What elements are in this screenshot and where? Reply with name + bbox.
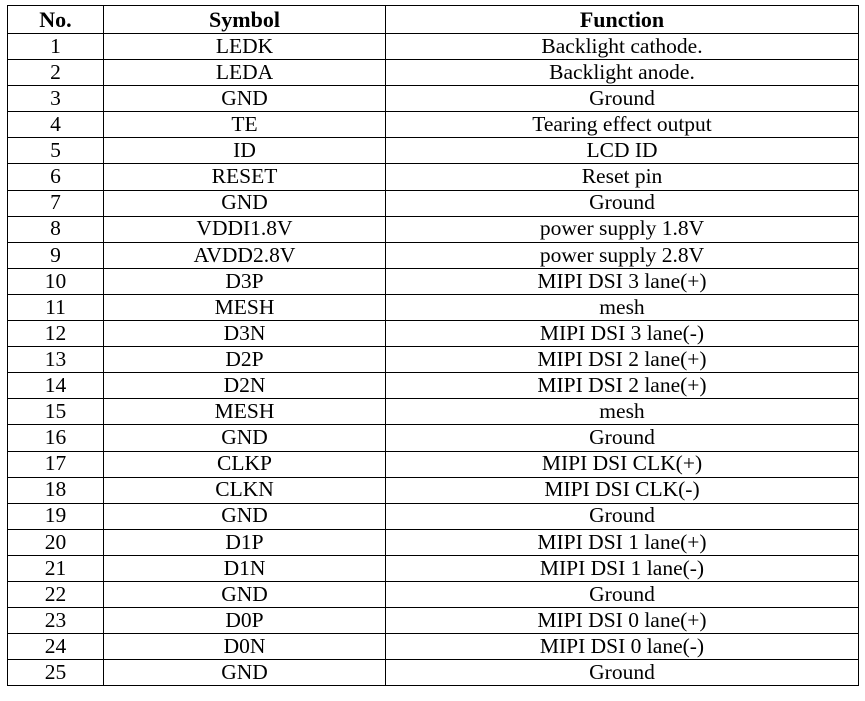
- pin-number-cell: 2: [8, 60, 104, 86]
- pin-function-cell: mesh: [386, 399, 859, 425]
- pin-number-cell: 13: [8, 347, 104, 373]
- pin-symbol-cell: MESH: [104, 294, 386, 320]
- header-symbol: Symbol: [104, 6, 386, 34]
- table-row: [8, 425, 859, 451]
- pin-function-cell: MIPI DSI 3 lane(+): [386, 268, 859, 294]
- pin-symbol-cell: CLKP: [104, 451, 386, 477]
- pin-symbol-cell: D0P: [104, 608, 386, 634]
- table-row: [8, 34, 859, 60]
- table-row: [8, 608, 859, 634]
- pin-function-cell: Ground: [386, 581, 859, 607]
- table-row: [8, 660, 859, 686]
- pin-number-cell: 25: [8, 660, 104, 686]
- table-row: [8, 242, 859, 268]
- pin-symbol-cell: GND: [104, 86, 386, 112]
- pin-function-cell: Backlight cathode.: [386, 34, 859, 60]
- table-row: [8, 112, 859, 138]
- table-row: [8, 138, 859, 164]
- pin-number-cell: 9: [8, 242, 104, 268]
- table-row: [8, 529, 859, 555]
- table-row: [8, 373, 859, 399]
- header-no: No.: [8, 6, 104, 34]
- pin-symbol-cell: D0N: [104, 634, 386, 660]
- table-row: [8, 60, 859, 86]
- pin-function-cell: mesh: [386, 294, 859, 320]
- pin-number-cell: 11: [8, 294, 104, 320]
- table-body: [8, 34, 859, 686]
- pin-function-cell: Ground: [386, 86, 859, 112]
- pin-function-cell: power supply 1.8V: [386, 216, 859, 242]
- pin-function-cell: Tearing effect output: [386, 112, 859, 138]
- table-row: [8, 555, 859, 581]
- pin-symbol-cell: D2P: [104, 347, 386, 373]
- pin-number-cell: 5: [8, 138, 104, 164]
- pin-function-cell: MIPI DSI 1 lane(-): [386, 555, 859, 581]
- pin-function-cell: Ground: [386, 425, 859, 451]
- table-row: [8, 451, 859, 477]
- pin-function-cell: power supply 2.8V: [386, 242, 859, 268]
- pin-number-cell: 1: [8, 34, 104, 60]
- table-row: [8, 634, 859, 660]
- pin-symbol-cell: D3N: [104, 321, 386, 347]
- table-row: [8, 190, 859, 216]
- pin-symbol-cell: MESH: [104, 399, 386, 425]
- pin-function-cell: LCD ID: [386, 138, 859, 164]
- pin-function-cell: MIPI DSI 1 lane(+): [386, 529, 859, 555]
- pin-symbol-cell: RESET: [104, 164, 386, 190]
- pin-number-cell: 12: [8, 321, 104, 347]
- table-row: [8, 321, 859, 347]
- pin-symbol-cell: VDDI1.8V: [104, 216, 386, 242]
- pin-function-cell: MIPI DSI CLK(-): [386, 477, 859, 503]
- pin-symbol-cell: ID: [104, 138, 386, 164]
- pin-symbol-cell: D3P: [104, 268, 386, 294]
- header-row: [8, 6, 859, 34]
- table-row: [8, 477, 859, 503]
- pin-function-cell: MIPI DSI 0 lane(+): [386, 608, 859, 634]
- pin-number-cell: 8: [8, 216, 104, 242]
- pin-function-cell: MIPI DSI 2 lane(+): [386, 373, 859, 399]
- pin-number-cell: 6: [8, 164, 104, 190]
- pin-number-cell: 24: [8, 634, 104, 660]
- pin-symbol-cell: AVDD2.8V: [104, 242, 386, 268]
- pin-number-cell: 19: [8, 503, 104, 529]
- pin-symbol-cell: LEDK: [104, 34, 386, 60]
- pin-function-cell: Ground: [386, 190, 859, 216]
- table-row: [8, 164, 859, 190]
- pin-function-cell: Reset pin: [386, 164, 859, 190]
- pin-number-cell: 21: [8, 555, 104, 581]
- header-function: Function: [386, 6, 859, 34]
- table-row: [8, 581, 859, 607]
- table-row: [8, 268, 859, 294]
- pin-function-cell: MIPI DSI 3 lane(-): [386, 321, 859, 347]
- pin-symbol-cell: GND: [104, 425, 386, 451]
- table-row: [8, 347, 859, 373]
- pin-symbol-cell: LEDA: [104, 60, 386, 86]
- table-row: [8, 216, 859, 242]
- pin-symbol-cell: D1N: [104, 555, 386, 581]
- pin-number-cell: 10: [8, 268, 104, 294]
- pin-symbol-cell: CLKN: [104, 477, 386, 503]
- pin-function-cell: MIPI DSI 0 lane(-): [386, 634, 859, 660]
- pin-number-cell: 4: [8, 112, 104, 138]
- pin-number-cell: 23: [8, 608, 104, 634]
- pin-function-cell: Backlight anode.: [386, 60, 859, 86]
- pin-symbol-cell: GND: [104, 660, 386, 686]
- pin-symbol-cell: GND: [104, 503, 386, 529]
- pin-number-cell: 14: [8, 373, 104, 399]
- table-header: [8, 6, 859, 34]
- pin-definition-table: [7, 5, 859, 686]
- pin-number-cell: 15: [8, 399, 104, 425]
- pin-number-cell: 3: [8, 86, 104, 112]
- pin-number-cell: 18: [8, 477, 104, 503]
- table-row: [8, 503, 859, 529]
- table-row: [8, 294, 859, 320]
- pin-function-cell: MIPI DSI 2 lane(+): [386, 347, 859, 373]
- pin-symbol-cell: GND: [104, 190, 386, 216]
- pin-symbol-cell: D2N: [104, 373, 386, 399]
- pin-number-cell: 20: [8, 529, 104, 555]
- pin-symbol-cell: D1P: [104, 529, 386, 555]
- pin-function-cell: Ground: [386, 503, 859, 529]
- pin-number-cell: 16: [8, 425, 104, 451]
- table-row: [8, 86, 859, 112]
- pin-number-cell: 22: [8, 581, 104, 607]
- pin-function-cell: MIPI DSI CLK(+): [386, 451, 859, 477]
- pin-symbol-cell: GND: [104, 581, 386, 607]
- pin-number-cell: 7: [8, 190, 104, 216]
- table-row: [8, 399, 859, 425]
- pin-number-cell: 17: [8, 451, 104, 477]
- pin-function-cell: Ground: [386, 660, 859, 686]
- pin-symbol-cell: TE: [104, 112, 386, 138]
